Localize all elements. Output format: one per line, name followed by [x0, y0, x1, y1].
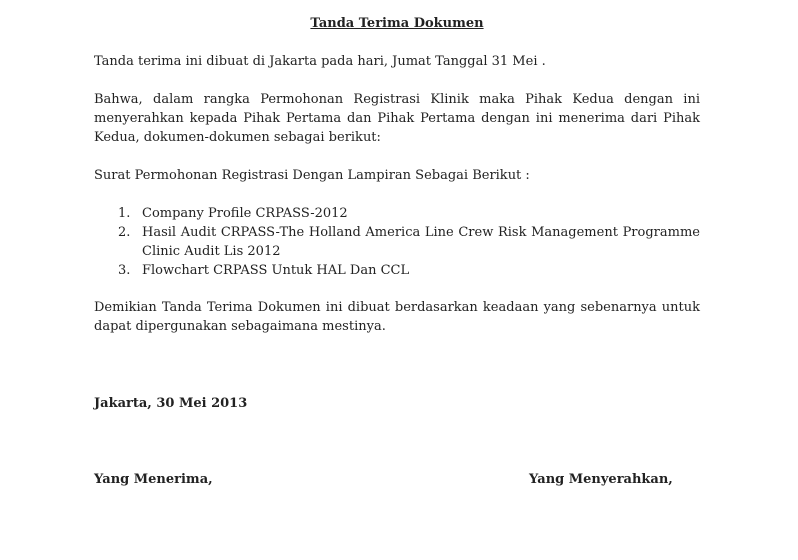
list-item-number: 2.	[118, 225, 131, 240]
place-date: Jakarta, 30 Mei 2013	[94, 396, 248, 411]
list-item	[94, 223, 700, 261]
list-item-number: 1.	[118, 206, 131, 221]
list-item-text: Hasil Audit CRPASS-The Holland America Line Crew Risk Management Programme Clinic Audit Lis 2012	[142, 225, 700, 259]
statement-paragraph: Bahwa, dalam rangka Permohonan Registrasi Klinik maka Pihak Kedua dengan ini menyerahkan kepada Pihak Pertama dan Pihak Pertama dengan ini menerima dari Pihak Kedua, dokumen-dokumen sebagai berikut:	[94, 92, 700, 145]
intro-paragraph: Tanda terima ini dibuat di Jakarta pada hari, Jumat Tanggal 31 Mei .	[94, 54, 546, 69]
list-item	[94, 261, 700, 280]
attachment-list	[94, 204, 700, 280]
receiver-signature-label: Yang Menerima,	[94, 472, 213, 487]
list-item-text: Flowchart CRPASS Untuk HAL Dan CCL	[142, 263, 410, 278]
list-item-number: 3.	[118, 263, 131, 278]
list-item	[94, 204, 700, 223]
closing-paragraph: Demikian Tanda Terima Dokumen ini dibuat berdasarkan keadaan yang sebenarnya untuk dapat dipergunakan sebagaimana mestinya.	[94, 300, 700, 334]
list-item-text: Company Profile CRPASS-2012	[142, 206, 348, 221]
list-heading: Surat Permohonan Registrasi Dengan Lampiran Sebagai Berikut :	[94, 168, 530, 183]
giver-signature-label: Yang Menyerahkan,	[529, 472, 673, 487]
document-title: Tanda Terima Dokumen	[310, 16, 484, 31]
